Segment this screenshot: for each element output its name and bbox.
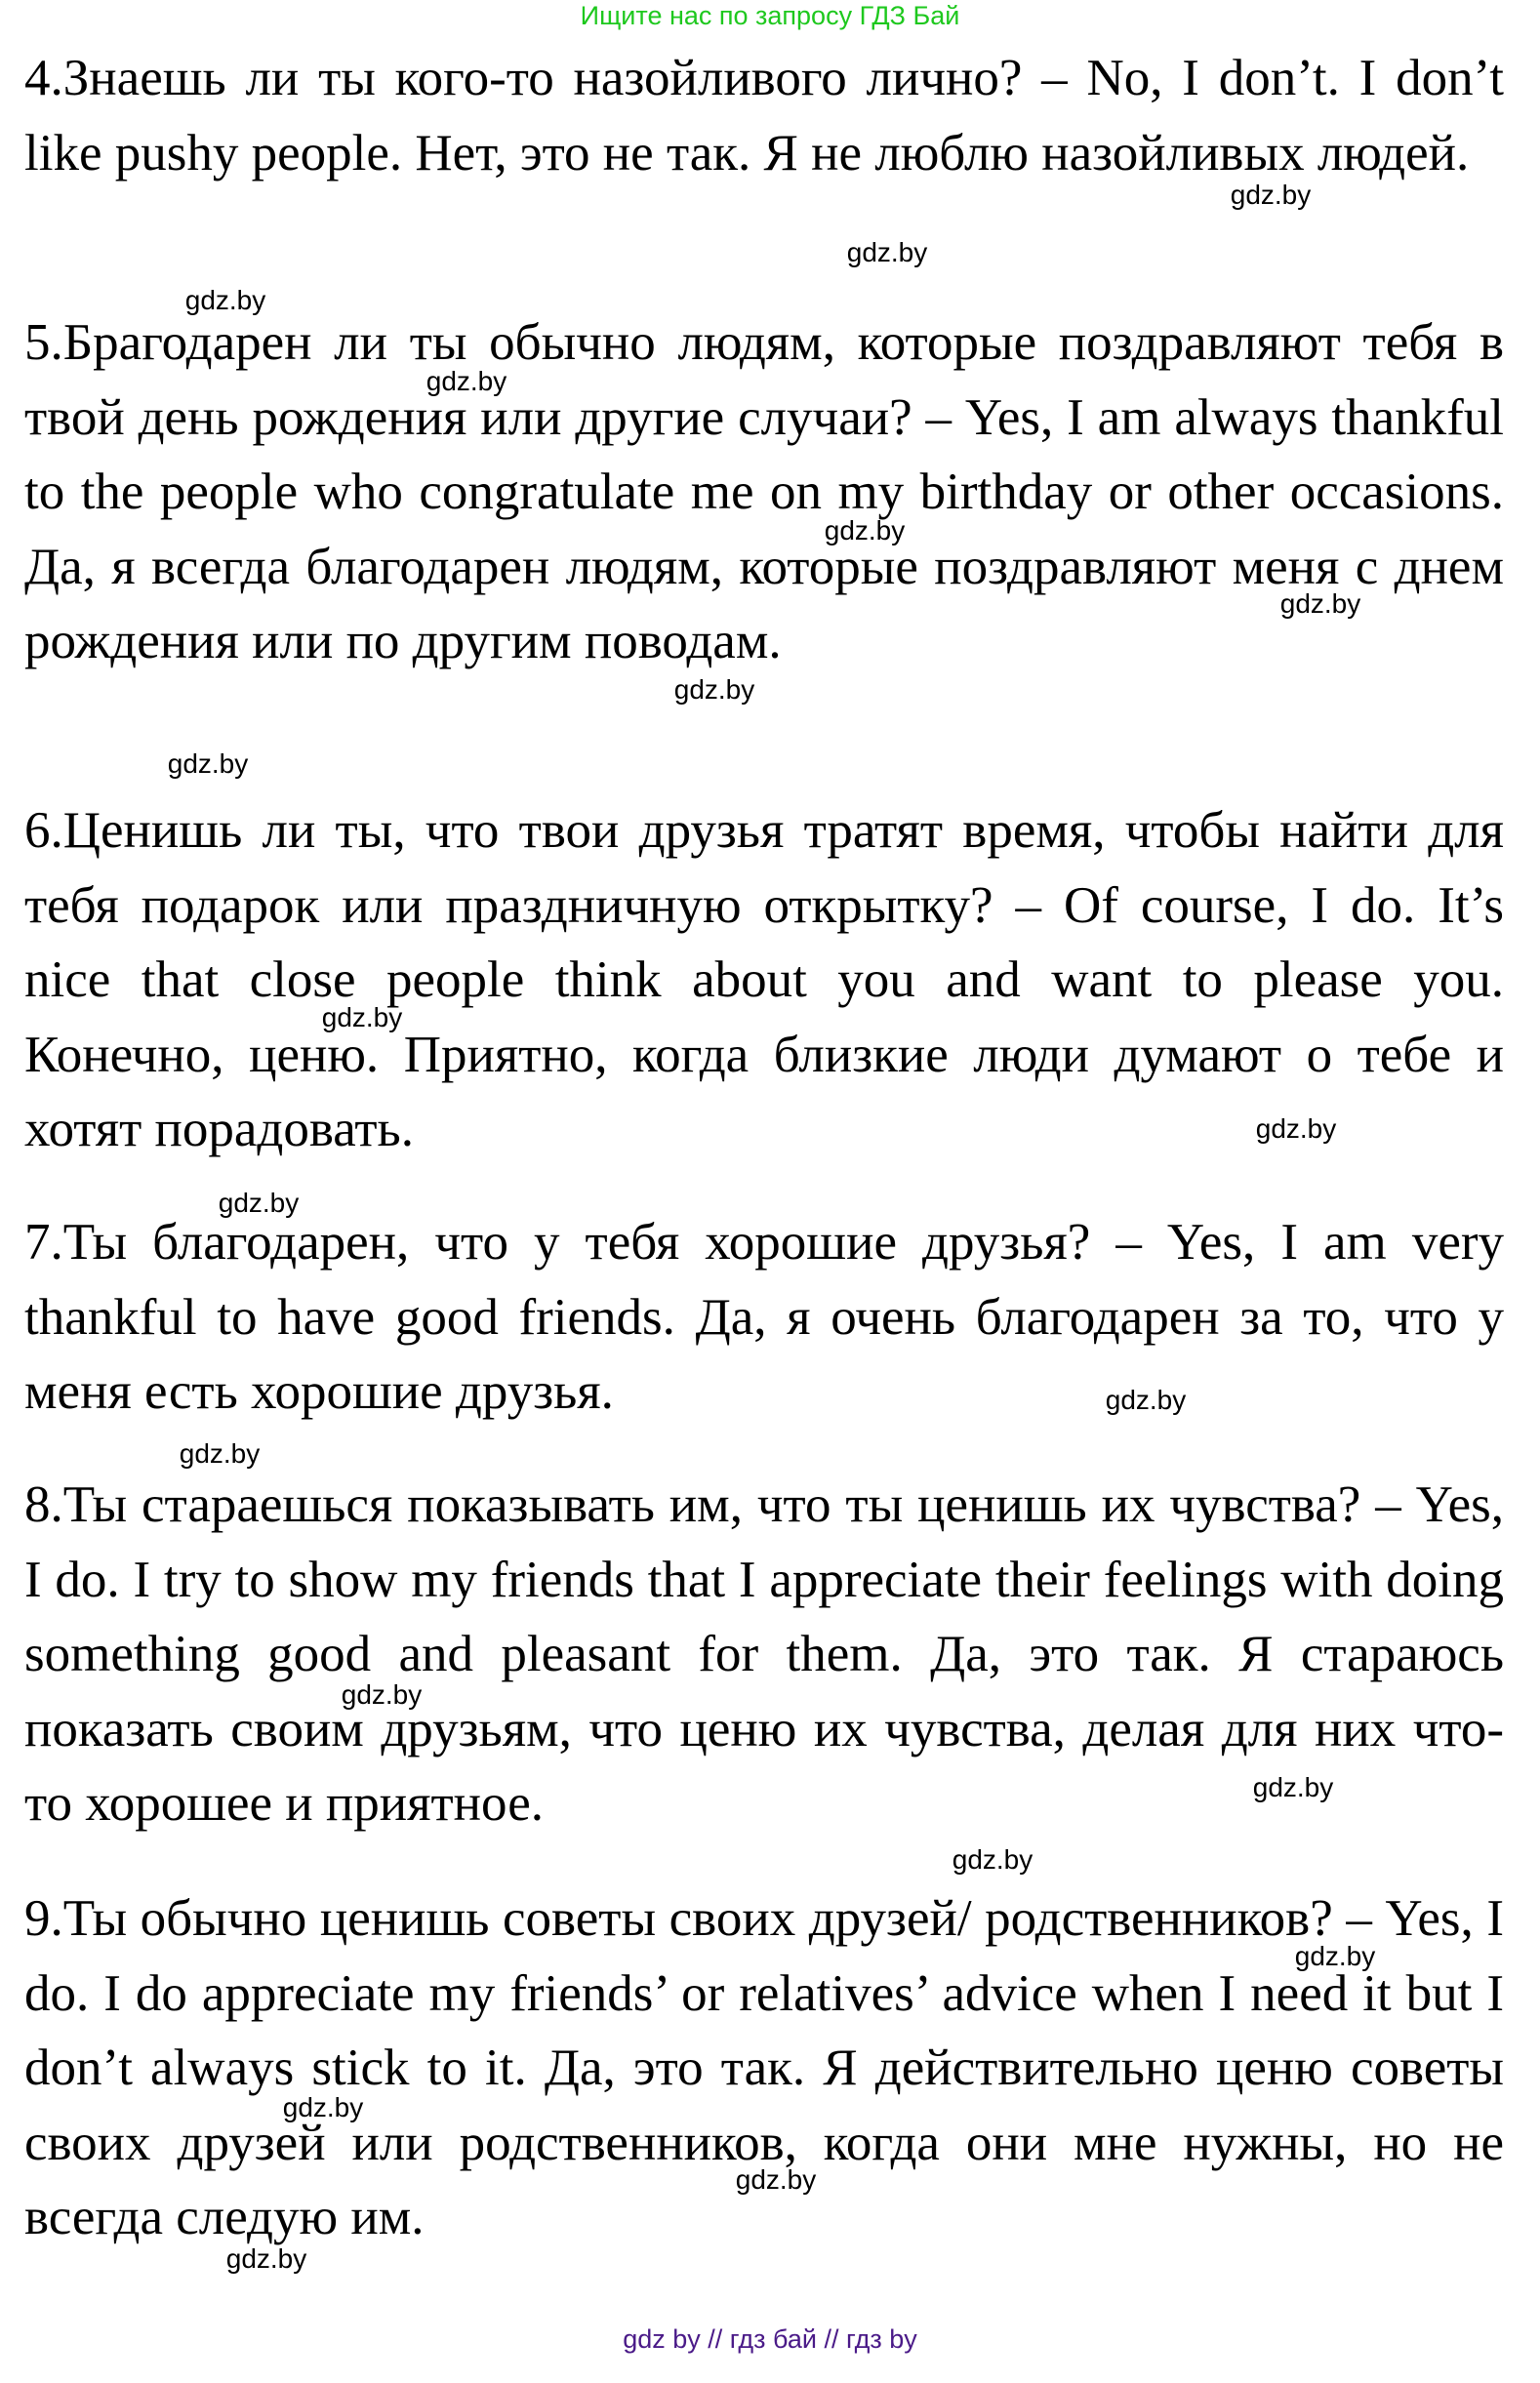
watermark: gdz.by: [1294, 1941, 1376, 1971]
answer-paragraph-9: 9.Ты обычно ценишь советы своих друзей/ родственников? – Yes, I do. I do appreciate my friends’ or relatives’ advice when I need it but I don’t always stick to it. Да, это так. Я действительно ценю советы своих друзей или родственников, когда они мне нужны, но не всегда следую им.: [24, 1890, 1504, 2246]
watermark: gdz.by: [218, 1188, 300, 1218]
watermark: gdz.by: [1230, 180, 1312, 210]
watermark: gdz.by: [1252, 1772, 1334, 1802]
watermark: gdz.by: [846, 237, 928, 267]
footer-banner: gdz by // гдз бай // гдз by: [623, 2324, 917, 2354]
watermark: gdz.by: [167, 748, 249, 779]
watermark: gdz.by: [426, 366, 507, 396]
watermark: gdz.by: [179, 1438, 261, 1469]
watermark: gdz.by: [1255, 1113, 1337, 1144]
answer-paragraph-6: 6.Ценишь ли ты, что твои друзья тратят время, чтобы найти для тебя подарок или праздничную открытку? – Of course, I do. It’s nice that close people think about you and want to please you. Конечно, ценю. Приятно, когда близкие люди думают о тебе и хотят порадовать.: [24, 802, 1504, 1158]
header-banner: Ищите нас по запросу ГДЗ Бай: [580, 1, 960, 30]
watermark: gdz.by: [1279, 588, 1361, 619]
watermark: gdz.by: [321, 1002, 403, 1032]
answer-paragraph-7: 7.Ты благодарен, что у тебя хорошие друзья? – Yes, I am very thankful to have good friends. Да, я очень благодарен за то, что у меня есть хорошие друзья.: [24, 1214, 1504, 1421]
watermark: gdz.by: [735, 2164, 817, 2195]
answer-paragraph-8: 8.Ты стараешься показывать им, что ты ценишь их чувства? – Yes, I do. I try to show my friends that I appreciate their feelings with doing something good and pleasant for them. Да, это так. Я стараюсь показать своим друзьям, что ценю их чувства, делая для них что-то хорошее и приятное.: [24, 1476, 1504, 1833]
answer-paragraph-5: 5.Брагодарен ли ты обычно людям, которые поздравляют тебя в твой день рождения или другие случаи? – Yes, I am always thankful to the people who congratulate me on my birthday or other occasions. Да, я всегда благодарен людям, которые поздравляют меня с днем рождения или по другим поводам.: [24, 314, 1504, 670]
watermark: gdz.by: [824, 515, 906, 545]
watermark: gdz.by: [184, 285, 266, 315]
answer-paragraph-4: 4.Знаешь ли ты кого-то назойливого лично? – No, I don’t. I don’t like pushy people. Нет, это не так. Я не люблю назойливых людей.: [24, 50, 1504, 182]
watermark: gdz.by: [282, 2092, 364, 2122]
watermark: gdz.by: [225, 2243, 307, 2274]
watermark: gdz.by: [1105, 1385, 1187, 1415]
watermark: gdz.by: [952, 1844, 1033, 1875]
watermark: gdz.by: [341, 1679, 423, 1710]
watermark: gdz.by: [673, 674, 755, 705]
